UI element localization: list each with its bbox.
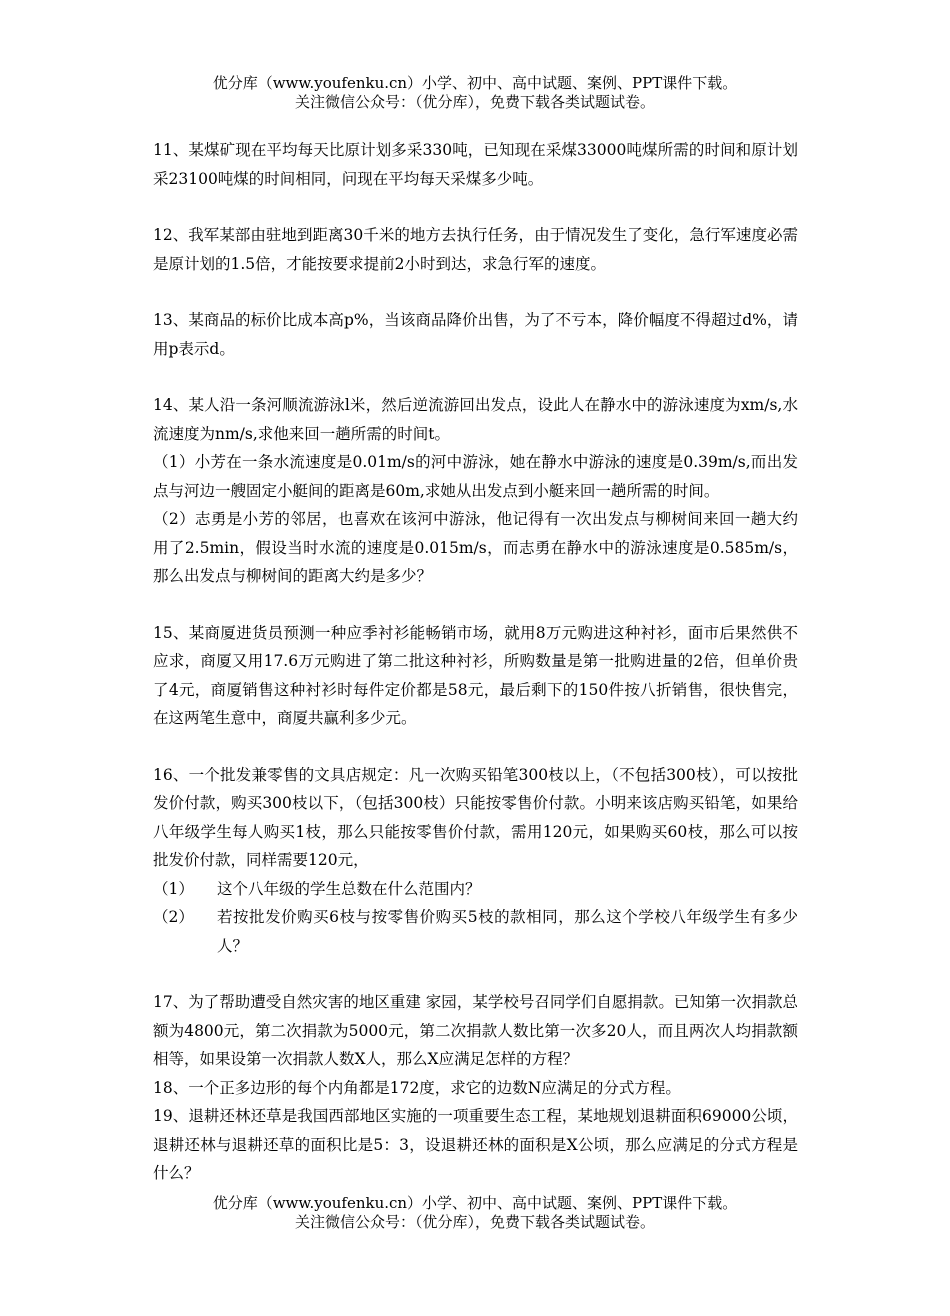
- header-line-1: 优分库（www.youfenku.cn）小学、初中、高中试题、案例、PPT课件下载。: [212, 74, 738, 92]
- page-header: [0, 74, 950, 112]
- item-number: （1）: [153, 879, 194, 898]
- question-16-stem: 16、一个批发兼零售的文具店规定：凡一次购买铅笔300枝以上，（不包括300枝），可以按批发价付款，购买300枝以下，（包括300枝）只能按零售价付款。小明来该店购买铅笔，如果给八年级学生每人购买1枝，那么只能按零售价付款，需用120元，如果购买60枝，那么可以按批发价付款，同样需要120元，: [153, 765, 798, 869]
- question-14-stem: 14、某人沿一条河顺流游泳l米，然后逆流游回出发点，设此人在静水中的游泳速度为xm/s,水流速度为nm/s,求他来回一趟所需的时间t。: [153, 396, 798, 443]
- item-text: 这个八年级的学生总数在什么范围内？: [217, 879, 481, 898]
- document-body: [153, 136, 798, 1188]
- item-number: （2）: [153, 908, 194, 926]
- question-15: 15、某商厦进货员预测一种应季衬衫能畅销市场，就用8万元购进这种衬衫，面市后果然供不应求，商厦又用17.6万元购进了第二批这种衬衫，所购数量是第一批购进量的2倍，但单价贵了4元，商厦销售这种衬衫时每件定价都是58元，最后剩下的150件按八折销售，很快售完，在这两笔生意中，商厦共赢利多少元。: [153, 623, 798, 727]
- header-line-2: 关注微信公众号：（优分库），免费下载各类试题试卷。: [294, 93, 655, 111]
- question-13: 13、某商品的标价比成本高p%，当该商品降价出售，为了不亏本，降价幅度不得超过d%，请用p表示d。: [153, 311, 798, 358]
- question-16-item-1: [153, 875, 798, 904]
- question-19: 19、退耕还林还草是我国西部地区实施的一项重要生态工程，某地规划退耕面积69000公顷，退耕还林与退耕还草的面积比是5：3，设退耕还林的面积是X公顷，那么应满足的分式方程是什么？: [153, 1107, 798, 1182]
- question-18: 18、一个正多边形的每个内角都是172度，求它的边数N应满足的分式方程。: [153, 1078, 681, 1097]
- question-17: 17、为了帮助遭受自然灾害的地区重建 家园，某学校号召同学们自愿捐款。已知第一次捐款总额为4800元，第二次捐款为5000元，第二次捐款人数比第一次多20人，而且两次人均捐款额相等，如果设第一次捐款人数X人，那么X应满足怎样的方程？: [153, 993, 798, 1068]
- question-14-part-2: （2）志勇是小芳的邻居，也喜欢在该河中游泳，他记得有一次出发点与柳树间来回一趟大约用了2.5min，假设当时水流的速度是0.015m/s，而志勇在静水中的游泳速度是0.585m/s，那么出发点与柳树间的距离大约是多少？: [153, 510, 798, 585]
- item-text: 若按批发价购买6枝与按零售价购买5枝的款相同，那么这个学校八年级学生有多少人？: [217, 908, 798, 955]
- footer-line-2: 关注微信公众号：（优分库），免费下载各类试题试卷。: [294, 1213, 655, 1231]
- question-12: 12、我军某部由驻地到距离30千米的地方去执行任务，由于情况发生了变化，急行军速度必需是原计划的1.5倍，才能按要求提前2小时到达，求急行军的速度。: [153, 226, 798, 273]
- question-16-item-2: [153, 903, 798, 960]
- question-11: 11、某煤矿现在平均每天比原计划多采330吨，已知现在采煤33000吨煤所需的时间和原计划采23100吨煤的时间相同，问现在平均每天采煤多少吨。: [153, 141, 798, 188]
- footer-line-1: 优分库（www.youfenku.cn）小学、初中、高中试题、案例、PPT课件下载。: [212, 1194, 738, 1212]
- page-footer: [0, 1194, 950, 1232]
- question-14-part-1: （1）小芳在一条水流速度是0.01m/s的河中游泳，她在静水中游泳的速度是0.39m/s,而出发点与河边一艘固定小艇间的距离是60m,求她从出发点到小艇来回一趟所需的时间。: [153, 453, 798, 500]
